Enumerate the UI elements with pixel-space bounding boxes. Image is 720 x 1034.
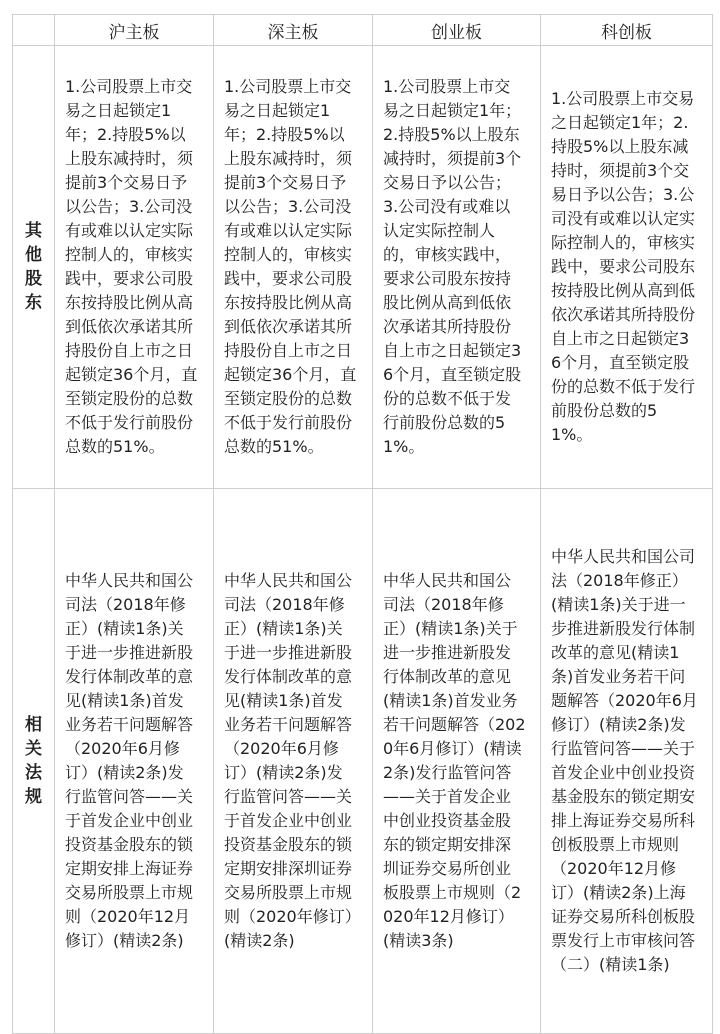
row-header-char: 关 [25, 739, 42, 759]
row-header-char: 他 [25, 245, 42, 265]
table-row-other-shareholders [13, 46, 713, 489]
table-cell: 中华人民共和国公司法（2018年修正）(精读1条)关于进一步推进新股发行体制改革的意见(精读1条)首发业务若干问题解答（2020年6月修订）(精读2条)发行监管问答——关于首发企业中创业投资基金股东的锁定期安排深圳证券交易所股票上市规则（2020年修订）(精读2条) [214, 489, 373, 1034]
row-header-char: 相 [25, 715, 42, 735]
row-header-char: 规 [25, 787, 42, 807]
row-header-char: 法 [25, 763, 42, 783]
table-cell: 1.公司股票上市交易之日起锁定1年；2.持股5%以上股东减持时，须提前3个交易日予以公告；3.公司没有或难以认定实际控制人的，审核实践中，要求公司股东按持股比例从高到低依次承诺其所持股份自上市之日起锁定36个月，直至锁定股份的总数不低于发行前股份总数的51%。 [373, 46, 541, 489]
row-header-other-shareholders [13, 46, 55, 489]
column-header-sh-main: 沪主板 [55, 15, 214, 46]
header-row [13, 15, 713, 46]
table-cell: 1.公司股票上市交易之日起锁定1年；2.持股5%以上股东减持时，须提前3个交易日予以公告；3.公司没有或难以认定实际控制人的，审核实践中，要求公司股东按持股比例从高到低依次承诺其所持股份自上市之日起锁定36个月，直至锁定股份的总数不低于发行前股份总数的51%。 [55, 46, 214, 489]
row-header-char: 股 [25, 269, 42, 289]
table-cell: 中华人民共和国公司法（2018年修正）(精读1条)关于进一步推进新股发行体制改革的意见(精读1条)首发业务若干问题解答（2020年6月修订）(精读2条)发行监管问答——关于首发企业中创业投资基金股东的锁定期安排深圳证券交易所创业板股票上市规则（2020年12月修订）(精读3条) [373, 489, 541, 1034]
table-cell: 1.公司股票上市交易之日起锁定1年；2.持股5%以上股东减持时，须提前3个交易日予以公告；3.公司没有或难以认定实际控制人的，审核实践中，要求公司股东按持股比例从高到低依次承诺其所持股份自上市之日起锁定36个月，直至锁定股份的总数不低于发行前股份总数的51%。 [214, 46, 373, 489]
corner-cell [13, 15, 55, 46]
table-cell: 中华人民共和国公司法（2018年修正）(精读1条)关于进一步推进新股发行体制改革的意见(精读1条)首发业务若干问题解答（2020年6月修订）(精读2条)发行监管问答——关于首发企业中创业投资基金股东的锁定期安排上海证券交易所股票上市规则（2020年12月修订）(精读2条) [55, 489, 214, 1034]
row-header-char: 其 [25, 221, 42, 241]
column-header-star: 科创板 [541, 15, 713, 46]
table-row-related-regulations [13, 489, 713, 1034]
column-header-chinext: 创业板 [373, 15, 541, 46]
table-cell: 1.公司股票上市交易之日起锁定1年；2.持股5%以上股东减持时，须提前3个交易日予以公告；3.公司没有或难以认定实际控制人的，审核实践中，要求公司股东按持股比例从高到低依次承诺其所持股份自上市之日起锁定36个月，直至锁定股份的总数不低于发行前股份总数的51%。 [541, 46, 713, 489]
row-header-char: 东 [25, 293, 42, 313]
table-cell: 中华人民共和国公司法（2018年修正）(精读1条)关于进一步推进新股发行体制改革的意见(精读1条)首发业务若干问题解答（2020年6月修订）(精读2条)发行监管问答——关于首发企业中创业投资基金股东的锁定期安排上海证券交易所科创板股票上市规则（2020年12月修订）(精读2条)上海证券交易所科创板股票发行上市审核问答（二）(精读1条) [541, 489, 713, 1034]
row-header-related-regulations [13, 489, 55, 1034]
comparison-table [12, 14, 713, 1034]
column-header-sz-main: 深主板 [214, 15, 373, 46]
